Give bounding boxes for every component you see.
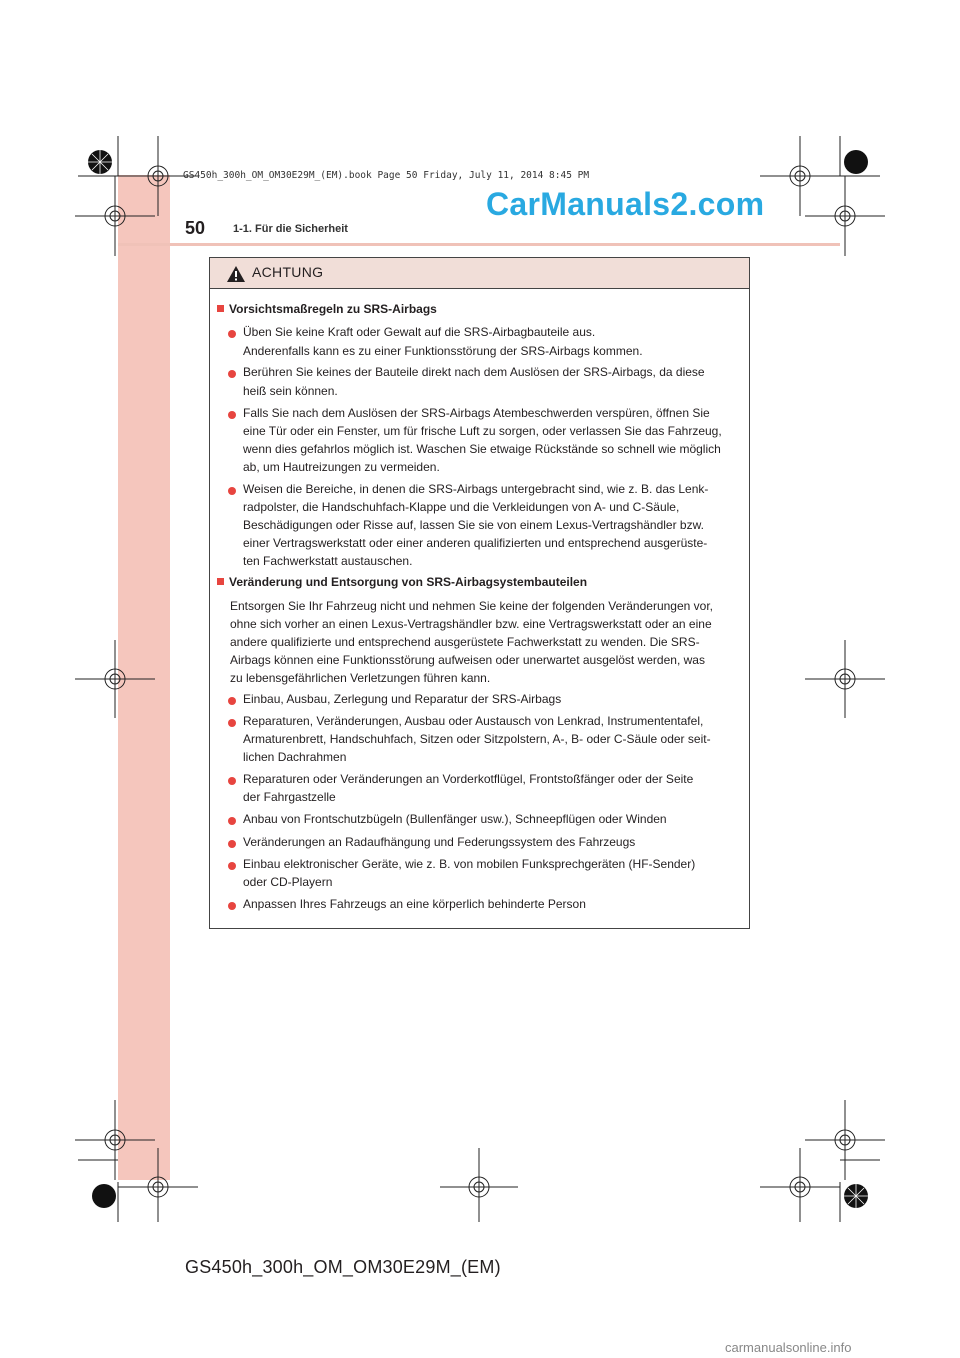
text-line: oder CD-Playern xyxy=(243,875,333,889)
section-title: 1-1. Für die Sicherheit xyxy=(233,223,348,235)
warning-triangle-icon xyxy=(226,265,246,283)
text-line: Üben Sie keine Kraft oder Gewalt auf die SRS-Airbagbauteile aus. xyxy=(243,325,596,339)
section-heading: Veränderung und Entsorgung von SRS-Airbagsystembauteilen xyxy=(217,575,587,589)
text-line: Anpassen Ihres Fahrzeugs an eine körperlich behinderte Person xyxy=(243,897,586,911)
paragraph-line: zu lebensgefährlichen Verletzungen führen kann. xyxy=(230,671,491,685)
text-line: Weisen die Bereiche, in denen die SRS-Airbags untergebracht sind, wie z. B. das Lenk- xyxy=(243,482,709,496)
text-line: Anbau von Frontschutzbügeln (Bullenfänger usw.), Schneepflügen oder Winden xyxy=(243,812,667,826)
paragraph-line: andere qualifizierte und entsprechend ausgerüstete Fachwerkstatt zu wenden. Die SRS- xyxy=(230,635,700,649)
text-line: Berühren Sie keines der Bauteile direkt nach dem Auslösen der SRS-Airbags, da diese xyxy=(243,365,705,379)
text-line: Einbau, Ausbau, Zerlegung und Reparatur der SRS-Airbags xyxy=(243,692,562,706)
paragraph-line: Airbags können eine Funktionsstörung aufweisen oder unerwartet ausgelöst werden, was xyxy=(230,653,705,667)
text-line: Anderenfalls kann es zu einer Funktionsstörung der SRS-Airbags kommen. xyxy=(243,344,643,358)
text-line: Armaturenbrett, Handschuhfach, Sitzen oder Sitzpolstern, A-, B- oder C-Säule oder seit- xyxy=(243,732,711,746)
text-line: Einbau elektronischer Geräte, wie z. B. von mobilen Funksprechgeräten (HF-Sender) xyxy=(243,857,696,871)
text-line: der Fahrgastzelle xyxy=(243,790,336,804)
text-line: heiß sein können. xyxy=(243,384,338,398)
text-line: wenn dies gefahrlos möglich ist. Waschen Sie etwaige Rückstände so schnell wie möglich xyxy=(243,442,721,456)
paragraph-line: ohne sich vorher an einen Lexus-Vertragshändler bzw. eine Vertragswerkstatt oder an eine xyxy=(230,617,712,631)
text-line: Reparaturen, Veränderungen, Ausbau oder Austausch von Lenkrad, Instrumententafel, xyxy=(243,714,704,728)
warning-header xyxy=(210,258,749,289)
section-heading: Vorsichtsmaßregeln zu SRS-Airbags xyxy=(217,302,437,316)
book-info-line: GS450h_300h_OM_OM30E29M_(EM).book Page 50 Friday, July 11, 2014 8:45 PM xyxy=(183,170,590,181)
page-number: 50 xyxy=(185,218,206,238)
text-line: radpolster, die Handschuhfach-Klappe und die Verkleidungen von A- und C-Säule, xyxy=(243,500,680,514)
text-line: eine Tür oder ein Fenster, um für frische Luft zu sorgen, oder verlassen Sie das Fahrzeug, xyxy=(243,424,722,438)
header-rule xyxy=(118,243,840,246)
text-line: ab, um Hautreizungen zu vermeiden. xyxy=(243,460,440,474)
footer-watermark[interactable]: carmanualsonline.info xyxy=(725,1340,852,1355)
text-line: einer Vertragswerkstatt oder einer anderen qualifizierten und entsprechend ausgerüste- xyxy=(243,536,708,550)
warning-box xyxy=(209,257,750,929)
document-code: GS450h_300h_OM_OM30E29M_(EM) xyxy=(185,1257,501,1277)
warning-title: ACHTUNG xyxy=(252,264,324,280)
text-line: Veränderungen an Radaufhängung und Federungssystem des Fahrzeugs xyxy=(243,835,636,849)
text-line: ten Fachwerkstatt austauschen. xyxy=(243,554,413,568)
watermark-text[interactable]: CarManuals2.com xyxy=(486,186,765,222)
paragraph-line: Entsorgen Sie Ihr Fahrzeug nicht und nehmen Sie keine der folgenden Veränderungen vor, xyxy=(230,599,713,613)
text-line: lichen Dachrahmen xyxy=(243,750,347,764)
text-line: Reparaturen oder Veränderungen an Vorderkotflügel, Frontstoßfänger oder der Seite xyxy=(243,772,694,786)
text-line: Falls Sie nach dem Auslösen der SRS-Airbags Atembeschwerden verspüren, öffnen Sie xyxy=(243,406,710,420)
text-line: Beschädigungen oder Risse auf, lassen Sie sie von einem Lexus-Vertragshändler bzw. xyxy=(243,518,704,532)
